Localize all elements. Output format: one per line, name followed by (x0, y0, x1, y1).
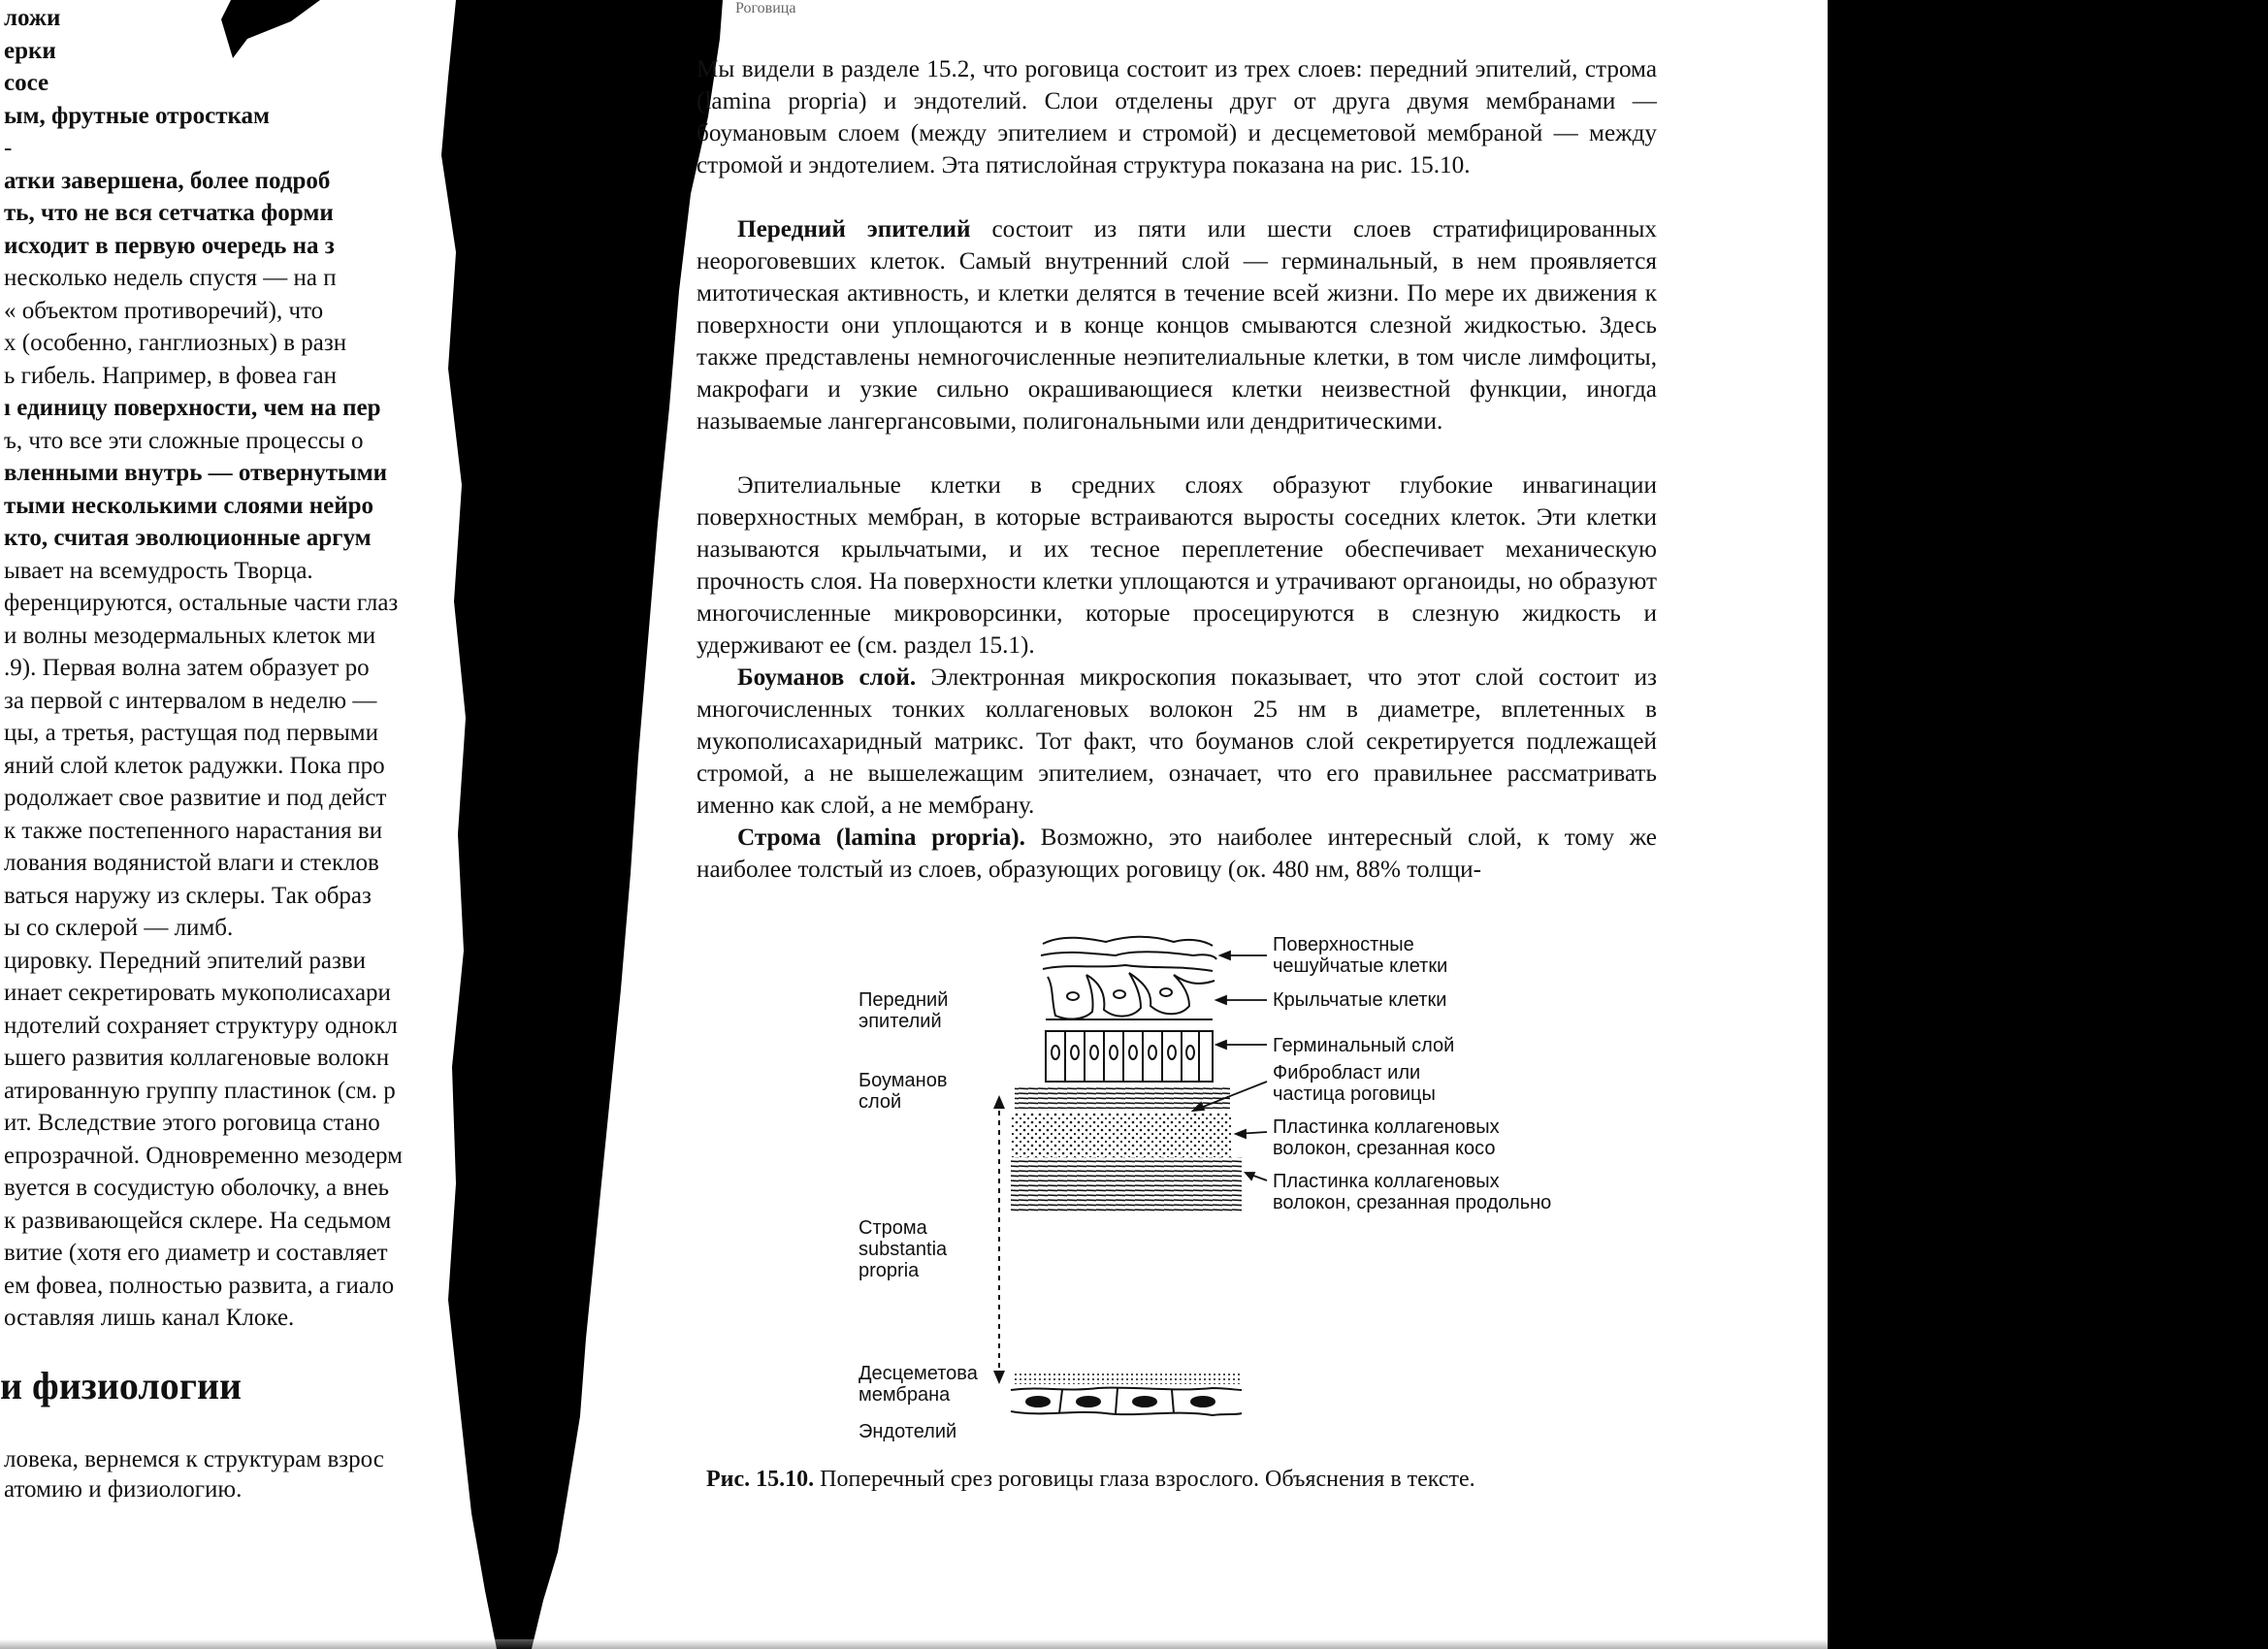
label-oblique-lamina: Пластинка коллагеновых волокон, срезанная косо (1273, 1116, 1500, 1159)
figure-caption (706, 1467, 1475, 1493)
left-page-line: витие (хотя его диаметр и составляет (4, 1240, 388, 1266)
left-page-line: яний слой клеток радужки. Пока про (4, 752, 385, 779)
paragraph-text: Электронная микроскопия показывает, что этот слой состоит из многочисленных тонких коллагеновых волокон 25 нм в диаметре, вплетенных в мукополисахаридный матрикс. Тот факт, что боуманов слой секретируется подлежащей стромой, а не вышележащим эпителием, означает, что его правильнее рассматривать именно как слой, а не мембрану. (697, 664, 1658, 819)
paragraph-bowman-layer (697, 662, 1657, 822)
left-page-line: « объектом противоречий), что (4, 297, 324, 324)
paragraph-wing-cells (697, 469, 1657, 662)
paragraph-intro (697, 53, 1657, 181)
label-longitudinal-lamina: Пластинка коллагеновых волокон, срезанная продольно (1273, 1171, 1552, 1213)
page-bottom-edge (0, 1639, 1828, 1649)
left-page-line: - (4, 135, 13, 161)
label-germinal-layer: Герминальный слой (1273, 1035, 1455, 1056)
paragraph-text: Эпителиальные клетки в средних слоях образуют глубокие инвагинации поверхностных мембран, в которые встраиваются выросты соседних клеток. Эти клетки называются крыльчатыми, и их тесное переплетение обеспечивает механическую прочность слоя. На поверхности клетки уплощаются и утрачивают органоиды, но образуют многочисленные микроворсинки, которые просецируются в слезную жидкость и удерживают ее (см. раздел 15.1). (697, 472, 1657, 659)
left-page-line: несколько недель спустя — на п (4, 265, 337, 291)
left-page-line: оставляя лишь канал Клоке. (4, 1305, 295, 1331)
left-page-line: ть, что не вся сетчатка форми (4, 200, 334, 226)
left-page-line: исходит в первую очередь на з (4, 232, 335, 259)
left-page-line: вуется в сосудистую оболочку, а внеь (4, 1175, 390, 1201)
stroma-longitudinal-lamina (1011, 1157, 1242, 1212)
left-section-heading: и физиологии (0, 1364, 243, 1407)
left-page-line: ит. Вследствие этого роговица стано (4, 1110, 380, 1136)
paragraph-stroma (697, 822, 1657, 886)
paragraph-lead: Боуманов слой. (737, 664, 917, 691)
running-head: Роговица (735, 0, 796, 16)
germinal-layer-cells (1046, 1031, 1213, 1082)
left-page-line: за первой с интервалом в неделю — (4, 687, 377, 714)
left-page-line: ем фовеа, полностью развита, а гиало (4, 1272, 395, 1299)
left-page-line: .9). Первая волна затем образует ро (4, 655, 370, 681)
paragraph-text: Возможно, это наиболее интересный слой, к тому же наиболее толстый из слоев, образующих роговицу (ок. 480 нм, 88% толщи- (697, 824, 1657, 883)
left-page-line: к также постепенного нарастания ви (4, 817, 383, 844)
left-page-line: ндотелий сохраняет структуру однокл (4, 1012, 398, 1039)
paragraph-text: Мы видели в разделе 15.2, что роговица состоит из трех слоев: передний эпителий, строма (lamina prорria) и эндотелий. Слои отделены друг от друга двумя мембранами — боумановым слоем (между эпителием и стромой) и десцеметовой мембраной — между стромой и эндотелием. Эта пятислойная структура показана на рис. 15.10. (697, 56, 1657, 178)
left-page-line: тыми несколькими слоями нейро (4, 492, 374, 519)
left-page-line: атки завершена, более подроб (4, 167, 331, 194)
label-surface-squamous-cells: Поверхностные чешуйчатые клетки (1273, 934, 1448, 977)
surface-squamous-cells (1041, 937, 1216, 971)
left-page-line: к развивающейся склере. На седьмом (4, 1207, 392, 1234)
left-page-line: ы со склерой — лимб. (4, 915, 234, 941)
left-page-line: ференцируются, остальные части глаз (4, 590, 399, 616)
stroma-oblique-lamina (1011, 1113, 1232, 1157)
label-wing-cells: Крыльчатые клетки (1273, 989, 1447, 1011)
caption-number: Рис. 15.10. (706, 1467, 815, 1492)
left-page-line: ьшего развития коллагеновые волокн (4, 1045, 390, 1071)
left-page-line: ь гибель. Например, в фовеа ган (4, 362, 338, 389)
descemet-membrane (1015, 1371, 1240, 1384)
left-page-line: вленными внутрь — отвернутыми (4, 460, 388, 486)
left-page-line: лования водянистой влаги и стеклов (4, 850, 379, 876)
label-descemet-membrane: Десцеметова мембрана (859, 1363, 978, 1406)
left-footer-line: атомию и физиологию. (4, 1476, 243, 1503)
left-page-line: х (особенно, ганглиозных) в разн (4, 330, 347, 356)
label-fibroblast: Фибробласт или частица роговицы (1273, 1062, 1436, 1105)
left-page-line: епрозрачной. Одновременно мезодерм (4, 1142, 403, 1169)
paragraph-text: состоит из пяти или шести слоев стратифицированных неороговевших клеток. Самый внутренний слой — герминальный, в нем проявляется митотическая активность, и клетки делятся в течение всей жизни. По мере их движения к поверхности они уплощаются и в конце концов смываются слезной жидкостью. Здесь также представлены немногочисленные неэпителиальные клетки, в том числе лимфоциты, макрофаги и узкие сильно окрашивающиеся клетки неизвестной функции, иногда называемые лангергансовыми, полигональными или дендритическими. (697, 216, 1657, 435)
label-stroma: Строма substantia propria (859, 1217, 948, 1281)
caption-text: Поперечный срез роговицы глаза взрослого. Объяснения в тексте. (814, 1467, 1475, 1492)
left-page-line: сосе (4, 70, 49, 96)
left-footer-line: ловека, вернемся к структурам взрос (4, 1446, 384, 1472)
left-page-line: ъ, что все эти сложные процессы о (4, 427, 364, 454)
scan-edge-shadow (1828, 0, 2268, 1649)
left-page-line: атированную группу пластинок (см. р (4, 1077, 396, 1104)
left-page-line: родолжает свое развитие и под дейст (4, 785, 387, 811)
cornea-cross-section-figure (844, 926, 1639, 1470)
left-page-line: ерки (4, 37, 56, 64)
left-page-line: цировку. Передний эпителий разви (4, 947, 367, 974)
left-page-line: кто, считая эволюционные аргум (4, 525, 372, 551)
label-endothelium: Эндотелий (859, 1421, 957, 1442)
paragraph-lead: Передний эпителий (737, 216, 971, 242)
left-page-line: ı единицу поверхности, чем на пер (4, 395, 381, 421)
wing-cells (1046, 973, 1215, 1019)
label-bowman-layer: Боуманов слой (859, 1070, 948, 1113)
paragraph-lead: Строма (lamina propria). (737, 824, 1025, 851)
paragraph-anterior-epithelium (697, 213, 1657, 437)
left-page-line: цы, а третья, растущая под первыми (4, 720, 378, 746)
left-page-line: ывает на всемудрость Творца. (4, 557, 313, 584)
left-page-line: ваться наружу из склеры. Так образ (4, 882, 372, 909)
left-page-line: и волны мезодермальных клеток ми (4, 622, 376, 649)
label-anterior-epithelium: Передний эпителий (859, 989, 949, 1032)
endothelium-cells (1011, 1388, 1242, 1415)
left-page-line: ложи (4, 5, 61, 31)
left-page-line: ым, фрутные отросткам (4, 102, 271, 129)
left-page-line: инает секретировать мукополисахари (4, 980, 391, 1006)
